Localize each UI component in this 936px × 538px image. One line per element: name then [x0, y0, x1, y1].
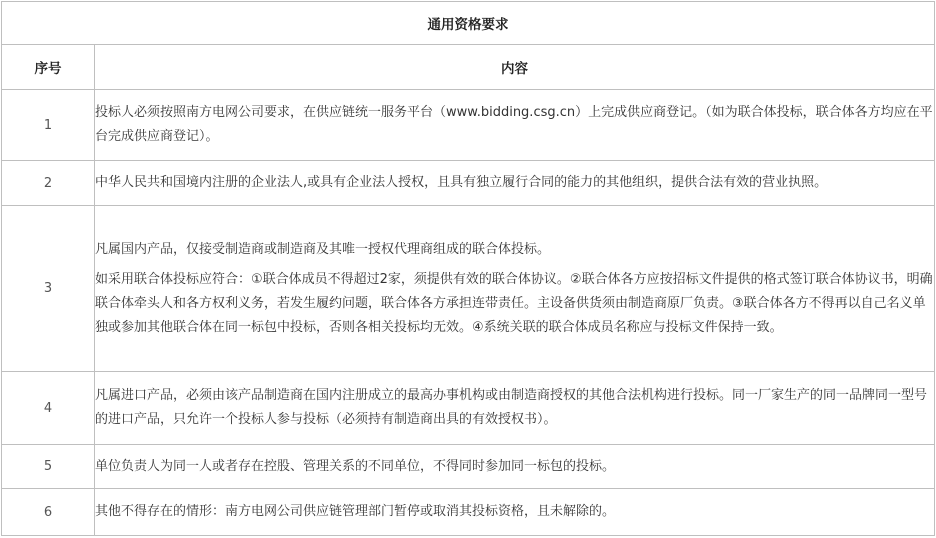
- table-row: [2, 161, 935, 206]
- row-number: 2: [2, 161, 95, 206]
- row-content: [95, 445, 935, 489]
- row-number: 3: [2, 206, 95, 372]
- table-row: [2, 372, 935, 445]
- table-row: [2, 445, 935, 489]
- header-no: 序号: [2, 45, 95, 90]
- row-paragraph: 投标人必须按照南方电网公司要求，在供应链统一服务平台（www.bidding.csg.cn）上完成供应商登记。（如为联合体投标，联合体各方均应在平台完成供应商登记）。: [95, 105, 933, 144]
- row-content: [95, 161, 935, 206]
- table-row: [2, 489, 935, 536]
- row-number: 1: [2, 90, 95, 161]
- row-paragraph: 单位负责人为同一人或者存在控股、管理关系的不同单位，不得同时参加同一标包的投标。: [95, 458, 616, 474]
- table-title-row: [2, 2, 935, 45]
- row-paragraph: 中华人民共和国境内注册的企业法人,或具有企业法人授权，且具有独立履行合同的能力的其他组织，提供合法有效的营业执照。: [95, 175, 828, 190]
- row-content: [95, 489, 935, 536]
- row-paragraph: 其他不得存在的情形：南方电网公司供应链管理部门暂停或取消其投标资格，且未解除的。: [95, 504, 616, 519]
- row-paragraph: 凡属进口产品，必须由该产品制造商在国内注册成立的最高办事机构或由制造商授权的其他合法机构进行投标。同一厂家生产的同一品牌同一型号的进口产品，只允许一个投标人参与投标（必须持有制造商出具的有效授权书）。: [95, 388, 928, 427]
- row-content: [95, 90, 935, 161]
- row-number: 4: [2, 372, 95, 445]
- header-content: 内容: [95, 45, 935, 90]
- table-header-row: [2, 45, 935, 90]
- row-content: [95, 206, 935, 372]
- row-number: 5: [2, 445, 95, 489]
- row-paragraph: 凡属国内产品，仅接受制造商或制造商及其唯一授权代理商组成的联合体投标。: [95, 241, 551, 257]
- row-content: [95, 372, 935, 445]
- requirements-table: [1, 1, 935, 536]
- table-row: [2, 206, 935, 372]
- table-title: 通用资格要求: [2, 2, 935, 45]
- row-paragraph: 如采用联合体投标应符合：①联合体成员不得超过2家，须提供有效的联合体协议。②联合体各方应按招标文件提供的格式签订联合体协议书，明确联合体牵头人和各方权利义务，若发生履约问题，联合体各方承担连带责任。主设备供货须由制造商原厂负责。③联合体各方不得再以自己名义单独或参加其他联合体在同一标包中投标，否则各相关投标均无效。④系统关联的联合体成员名称应与投标文件保持一致。: [95, 271, 933, 335]
- table-row: [2, 90, 935, 161]
- row-number: 6: [2, 489, 95, 536]
